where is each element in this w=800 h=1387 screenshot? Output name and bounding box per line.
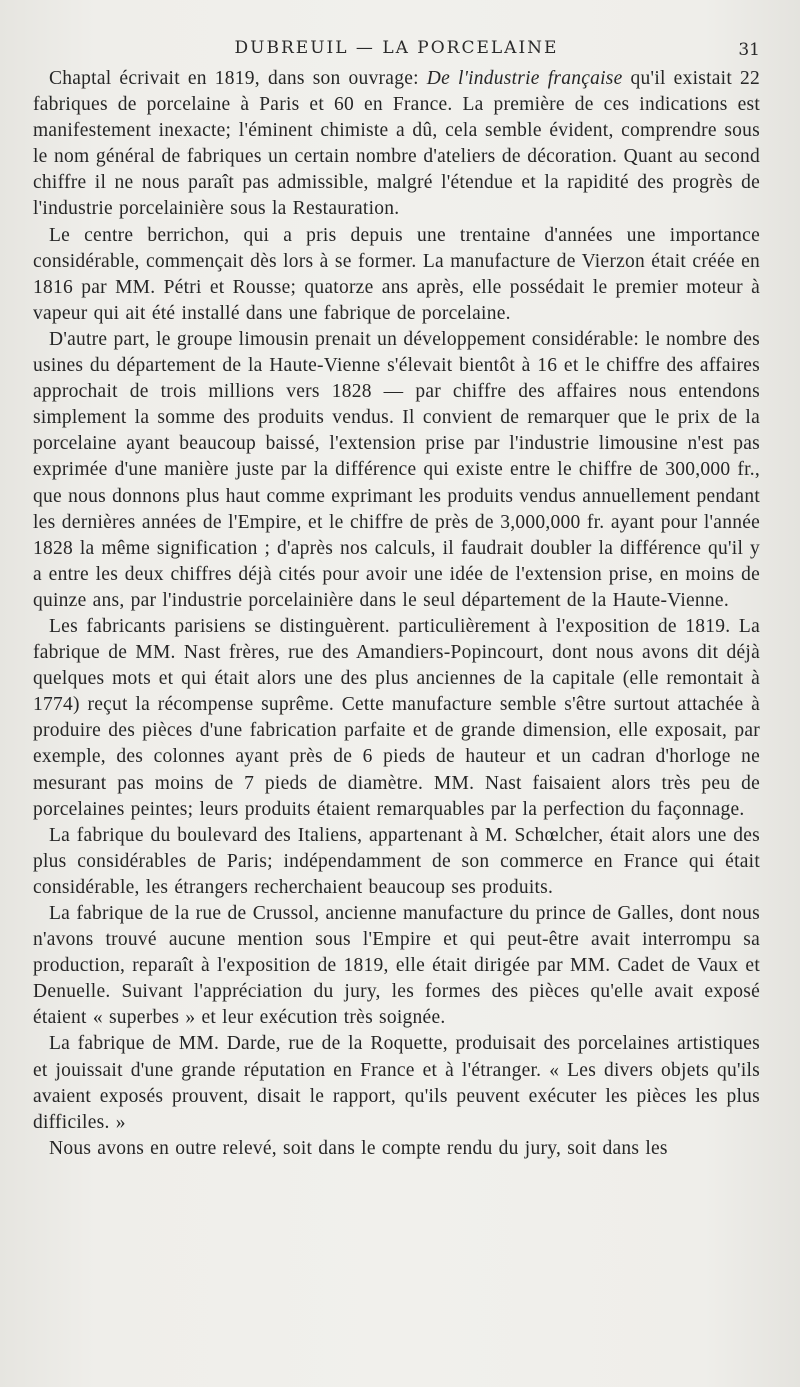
running-header: [33, 38, 760, 66]
book-title: De l'industrie française: [426, 68, 623, 89]
paragraph-text: Chaptal écrivait en 1819, dans son ouvrage:: [49, 68, 427, 89]
paragraph-text: qu'il existait 22 fabriques de porcelaine à Paris et 60 en France. La première de ces indications est manifestement inexacte; l'éminent chimiste a dû, cela semble évident, comprendre sous le nom général de fabriques un certain nombre d'ateliers de décoration. Quant au second chiffre il ne nous paraît pas admissible, malgré l'étendue et la rapidité des progrès de l'industrie porcelainière sous la Restauration.: [33, 68, 761, 220]
paragraph-parisiens: Les fabricants parisiens se distinguèrent. particulièrement à l'exposition de 1819. La fabrique de MM. Nast frères, rue des Amandiers-Popincourt, dont nous avons dit déjà quelques mots et qui était alors une des plus anciennes de la capitale (elle remontait à 1774) reçut la récompense suprême. Cette manufacture semble s'être surtout attachée à produire des pièces d'une fabrication parfaite et de grande dimension, elle exposait, par exemple, des colonnes ayant près de 6 pieds de hauteur et un cadran d'horloge ne mesurant pas moins de 7 pieds de diamètre. MM. Nast faisaient alors très peu de porcelaines peintes; leurs produits étaient remarquables par la perfection du façonnage.: [33, 615, 760, 820]
paragraph-berrichon: Le centre berrichon, qui a pris depuis une trentaine d'années une importance considérable, commençait dès lors à se former. La manufacture de Vierzon était créée en 1816 par MM. Pétri et Rousse; quatorze ans après, elle possédait le premier moteur à vapeur qui ait été installé dans une fabrique de porcelaine.: [33, 224, 760, 324]
paragraph-continuation: Nous avons en outre relevé, soit dans le compte rendu du jury, soit dans les: [49, 1137, 668, 1159]
paragraph-italiens: La fabrique du boulevard des Italiens, appartenant à M. Schœlcher, était alors une des plus considérables de Paris; indépendamment de son commerce en France qui était considérable, les étrangers recherchaient beaucoup ses produits.: [33, 824, 760, 898]
page-number: 31: [738, 40, 760, 60]
body-text: [33, 66, 760, 1162]
running-title: DUBREUIL — LA PORCELAINE: [234, 38, 559, 58]
paragraph-chaptal: [33, 66, 760, 223]
paragraph-darde: La fabrique de MM. Darde, rue de la Roquette, produisait des porcelaines artistiques et jouissait d'une grande réputation en France et à l'étranger. « Les divers objets qu'ils avaient exposés prouvent, disait le rapport, qu'ils peuvent exécuter les pièces les plus difficiles. »: [33, 1033, 760, 1133]
paragraph-crussol: La fabrique de la rue de Crussol, ancienne manufacture du prince de Galles, dont nous n'avons trouvé aucune mention sous l'Empire et qui peut-être avait interrompu sa production, reparaît à l'exposition de 1819, elle était dirigée par MM. Cadet de Vaux et Denuelle. Suivant l'appréciation du jury, les formes des pièces qu'elle avait exposé étaient « superbes » et leur exécution très soignée.: [33, 903, 760, 1029]
paragraph-limousin: D'autre part, le groupe limousin prenait un développement considérable: le nombre des usines du département de la Haute-Vienne s'élevait bientôt à 16 et le chiffre des affaires approchait de trois millions vers 1828 — par chiffre des affaires nous entendons simplement la somme des produits vendus. Il convient de remarquer que le prix de la porcelaine ayant beaucoup baissé, l'extension prise par l'industrie limousine n'est pas exprimée d'une manière juste par la différence qui existe entre le chiffre de 300,000 fr., que nous donnons plus haut comme exprimant les produits vendus annuellement pendant les dernières années de l'Empire, et le chiffre de près de 3,000,000 fr. ayant pour l'année 1828 la même signification ; d'après nos calculs, il faudrait doubler la différence qu'il y a entre les deux chiffres déjà cités pour avoir une idée de l'extension prise, en moins de quinze ans, par l'industrie porcelainière dans le seul département de la Haute-Vienne.: [33, 328, 760, 611]
